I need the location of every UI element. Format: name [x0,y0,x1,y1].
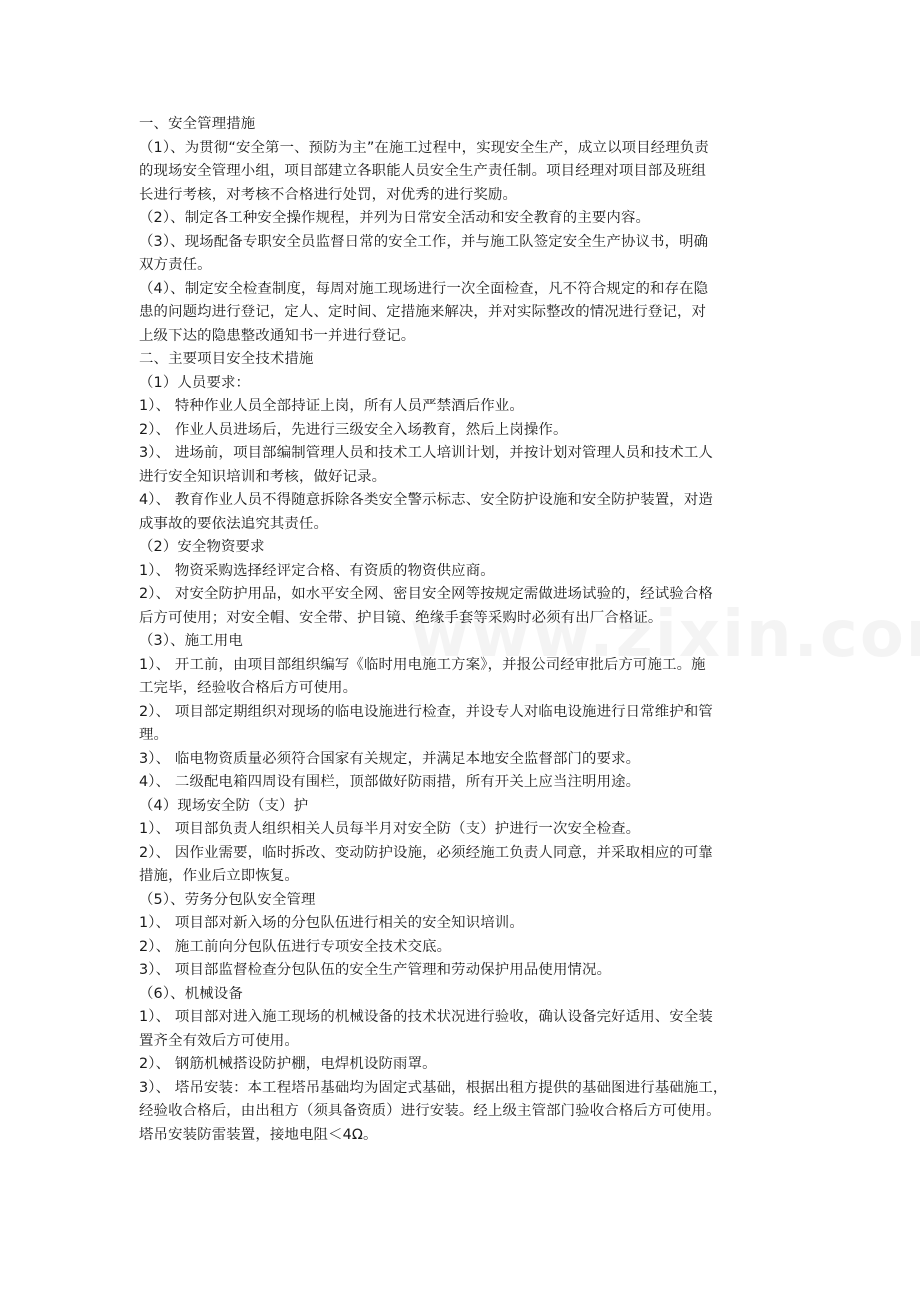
text-line: 4）、 二级配电箱四周设有围栏，顶部做好防雨措，所有开关上应当注明用途。 [139,774,641,790]
text-line: 2）、 施工前向分包队伍进行专项安全技术交底。 [139,938,452,955]
text-line: 二、主要项目安全技术措施 [139,351,314,367]
text-line: 长进行考核，对考核不合格进行处罚，对优秀的进行奖励。 [139,186,518,203]
text-line: 2）、 作业人员进场后，先进行三级安全入场教育，然后上岗操作。 [139,421,568,438]
text-line: （3）、现场配备专职安全员监督日常的安全工作，并与施工队签定安全生产协议书，明确 [139,233,709,250]
text-line: 置齐全有效后方可使用。 [139,1032,299,1049]
text-line: （5）、劳务分包队安全管理 [139,891,316,908]
text-line: 一、安全管理措施 [139,116,256,132]
text-line: 的现场安全管理小组，项目部建立各职能人员安全生产责任制。项目经理对项目部及班组 [139,163,707,179]
text-line: 3）、 临电物资质量必须符合国家有关规定，并满足本地安全监督部门的要求。 [139,750,641,767]
text-line: （4）、制定安全检查制度，每周对施工现场进行一次全面检查，凡不符合规定的和存在隐 [139,280,709,297]
text-line: （6）、机械设备 [139,985,243,1002]
text-line: 4）、 教育作业人员不得随意拆除各类安全警示标志、安全防护设施和安全防护装置，对造 [139,492,713,508]
text-line: 成事故的要依法追究其责任。 [139,515,329,532]
text-line: 1）、 开工前，由项目部组织编写《临时用电施工方案》，并报公司经审批后方可施工。施 [139,656,706,673]
text-line: 理。 [139,727,169,743]
text-line: 1）、 项目部对新入场的分包队伍进行相关的安全知识培训。 [139,915,524,931]
text-line: 经验收合格后，由出租方（须具备资质）进行安装。经上级主管部门验收合格后方可使用。 [139,1103,721,1119]
text-line: 塔吊安装防雷装置，接地电阻＜4Ω。 [139,1126,378,1143]
text-line: （2）、制定各工种安全操作规程，并列为日常安全活动和安全教育的主要内容。 [139,210,651,226]
text-line: （3）、施工用电 [139,633,243,649]
text-line: （2）安全物资要求 [139,539,265,555]
text-line: 1）、 项目部对进入施工现场的机械设备的技术状况进行验收，确认设备完好适用、安全装 [139,1009,713,1025]
text-line: 1）、 特种作业人员全部持证上岗，所有人员严禁酒后作业。 [139,398,524,414]
text-line: 工完毕，经验收合格后方可使用。 [139,680,358,696]
text-line: 3）、 进场前，项目部编制管理人员和技术工人培训计划，并按计划对管理人员和技术工人 [139,445,713,461]
text-line: 3）、 项目部监督检查分包队伍的安全生产管理和劳动保护用品使用情况。 [139,962,612,978]
text-line: 2）、 因作业需要，临时拆改、变动防护设施，必须经施工负责人同意，并采取相应的可靠 [139,844,713,861]
text-line: 进行安全知识培训和考核，做好记录。 [139,468,387,485]
text-line: 2）、 对安全防护用品，如水平安全网、密目安全网等按规定需做进场试验的，经试验合格 [139,586,713,602]
text-line: 上级下达的隐患整改通知书一并进行登记。 [139,327,416,344]
text-line: 双方责任。 [139,257,212,273]
text-line: （1）人员要求： [139,374,251,391]
text-line: （4）现场安全防（支）护 [139,797,309,814]
text-line: 患的问题均进行登记，定人、定时间、定措施来解决，并对实际整改的情况进行登记，对 [139,304,707,320]
text-line: 3）、 塔吊安装：本工程塔吊基础均为固定式基础，根据出租方提供的基础图进行基础施工， [139,1079,728,1096]
document-body [139,113,784,1147]
text-line: 1）、 物资采购选择经评定合格、有资质的物资供应商。 [139,562,495,579]
text-line: 2）、 钢筋机械搭设防护棚，电焊机设防雨罩。 [139,1056,437,1072]
text-line: 后方可使用；对安全帽、安全带、护目镜、绝缘手套等采购时必须有出厂合格证。 [139,609,663,626]
text-line: （1）、为贯彻“安全第一、预防为主”在施工过程中，实现安全生产，成立以项目经理负责 [139,139,709,156]
text-line: 措施，作业后立即恢复。 [139,868,299,884]
text-line: 1）、 项目部负责人组织相关人员每半月对安全防（支）护进行一次安全检查。 [139,821,641,837]
text-line: 2）、 项目部定期组织对现场的临电设施进行检查，并设专人对临电设施进行日常维护和管 [139,703,713,720]
